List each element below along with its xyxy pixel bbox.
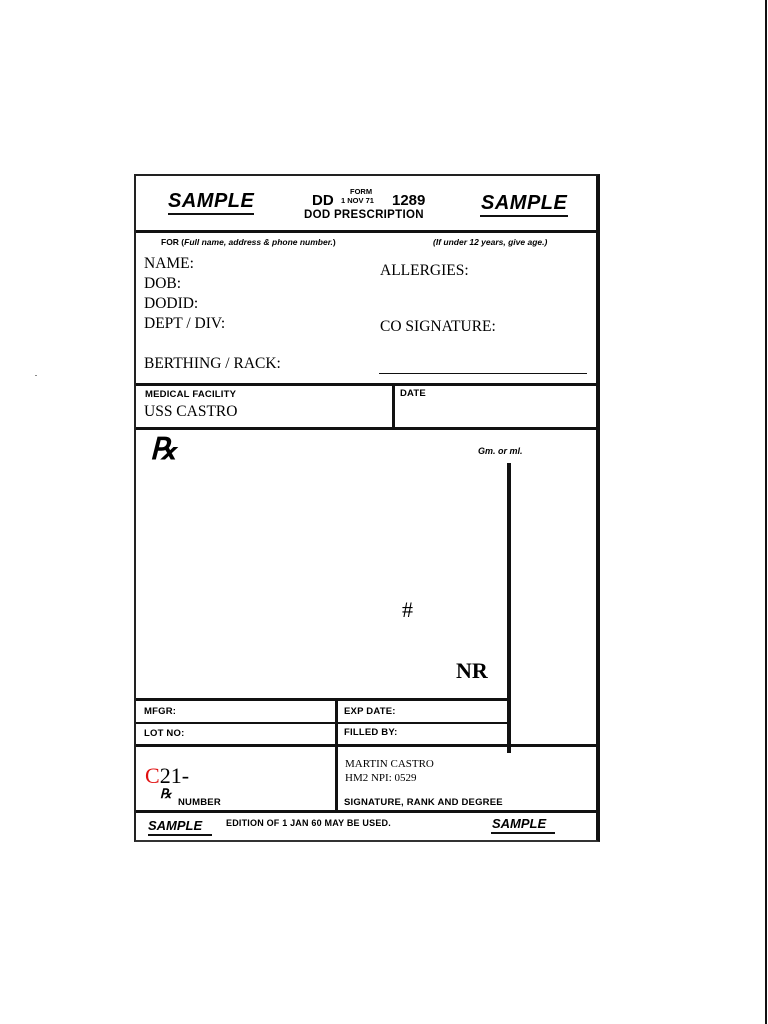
rx-symbol: ℞ — [150, 433, 177, 466]
divider-facility — [136, 383, 600, 386]
header-sample-right: SAMPLE — [481, 192, 568, 214]
for-line-italic: Full name, address & phone number. — [184, 237, 333, 247]
exp-date-label: EXP DATE: — [344, 706, 396, 717]
header-sample-right-underline — [480, 215, 568, 217]
medical-facility-label: MEDICAL FACILITY — [145, 389, 237, 400]
co-signature-label: CO SIGNATURE: — [380, 318, 496, 335]
form-small-bottom: 1 NOV 71 — [341, 196, 374, 205]
rx-number-symbol: ℞ — [160, 786, 172, 801]
form-small-top: FORM — [350, 187, 373, 196]
signature-rank-npi: HM2 NPI: 0529 — [345, 772, 417, 784]
footer-sample-right: SAMPLE — [492, 816, 547, 831]
facility-date-divider — [392, 385, 395, 430]
lot-no-label: LOT NO: — [144, 728, 185, 739]
berthing-rack-label: BERTHING / RACK: — [144, 355, 281, 372]
rx-number-prefix: C — [145, 763, 160, 788]
footer-sample-right-underline — [491, 832, 555, 834]
nr-mark: NR — [456, 658, 488, 683]
divider-lot — [136, 722, 510, 724]
footer-edition-text: EDITION OF 1 JAN 60 MAY BE USED. — [226, 818, 391, 828]
name-label: NAME: — [144, 255, 194, 272]
divider-header — [136, 230, 600, 233]
form-dd: DD — [312, 192, 334, 209]
rx-number-digits: 21- — [159, 763, 190, 788]
divider-rx — [136, 427, 600, 430]
signature-name: MARTIN CASTRO — [345, 758, 434, 770]
rx-number-label: NUMBER — [178, 797, 221, 808]
mfgr-label: MFGR: — [144, 706, 177, 717]
header-sample-left: SAMPLE — [168, 190, 255, 212]
divider-mfgr — [136, 698, 510, 701]
bottom-center-divider — [335, 700, 338, 810]
page-edge-line — [765, 0, 767, 1024]
for-line-prefix: FOR ( — [161, 237, 185, 247]
for-line-right: (If under 12 years, give age.) — [433, 237, 548, 247]
footer-sample-left: SAMPLE — [148, 818, 203, 833]
signature-label: SIGNATURE, RANK AND DEGREE — [344, 797, 503, 808]
dob-label: DOB: — [144, 275, 182, 292]
for-line-left — [161, 237, 336, 247]
prescription-form — [134, 174, 600, 842]
stray-mark — [35, 375, 37, 376]
for-line-suffix: ) — [332, 237, 336, 247]
form-number: 1289 — [392, 192, 426, 209]
dodid-label: DODID: — [144, 295, 199, 312]
form-title: DOD PRESCRIPTION — [304, 209, 424, 221]
divider-signature — [136, 744, 600, 747]
hash-mark: # — [402, 597, 413, 622]
allergies-label: ALLERGIES: — [380, 262, 469, 279]
divider-footer — [136, 810, 600, 813]
unit-column-line — [507, 463, 511, 753]
unit-label: Gm. or ml. — [478, 446, 523, 456]
filled-by-label: FILLED BY: — [344, 727, 398, 738]
footer-sample-left-underline — [148, 834, 212, 836]
co-signature-line — [379, 373, 587, 374]
medical-facility-value: USS CASTRO — [144, 403, 238, 420]
date-label: DATE — [400, 388, 426, 399]
dept-div-label: DEPT / DIV: — [144, 315, 226, 332]
header-sample-left-underline — [168, 213, 254, 215]
